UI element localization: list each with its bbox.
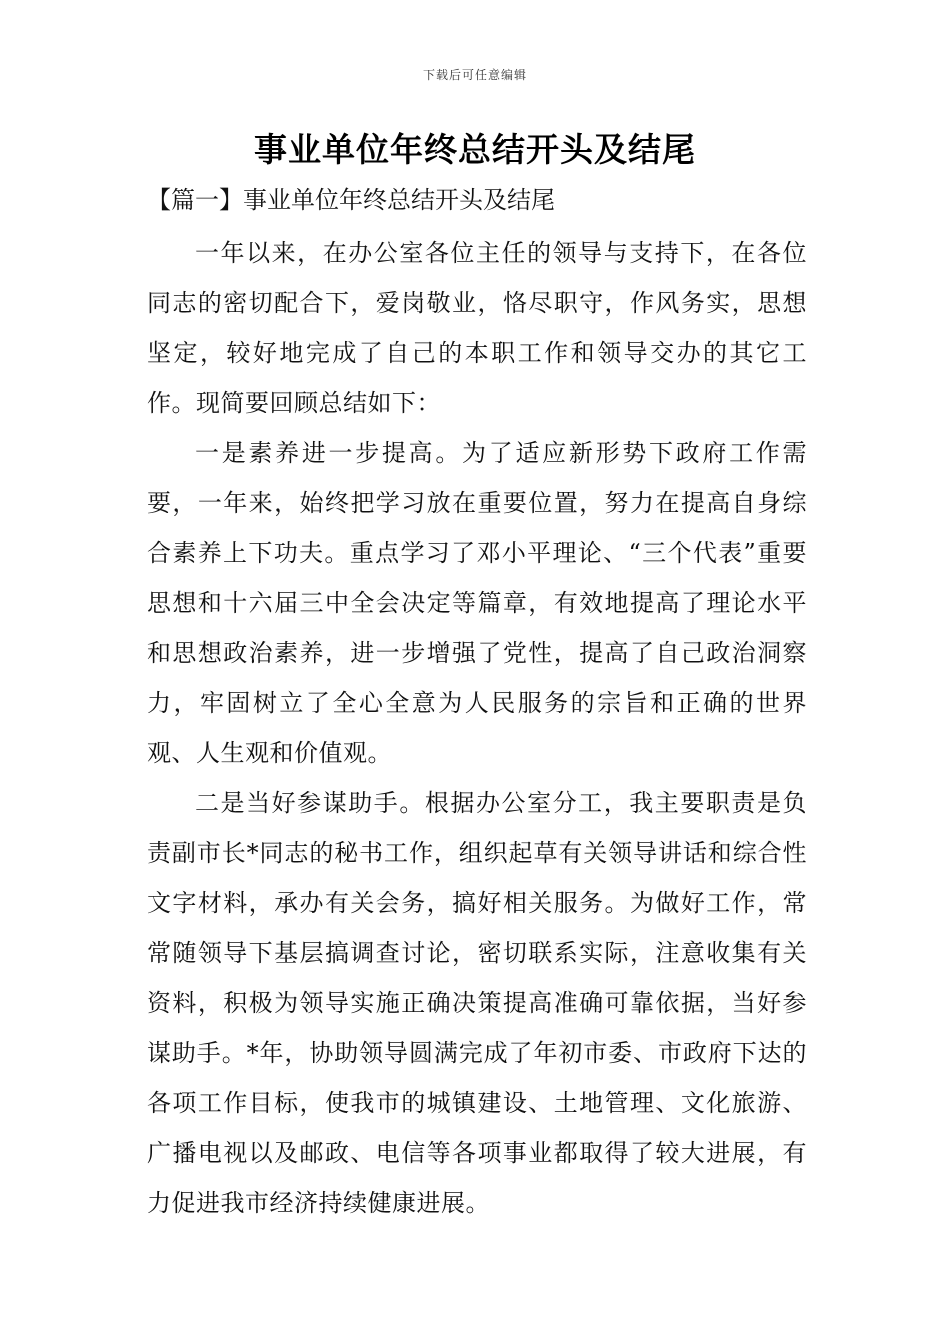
section-heading: 【篇一】事业单位年终总结开头及结尾 bbox=[147, 186, 555, 214]
paragraph-quality: 一是素养进一步提高。为了适应新形势下政府工作需要，一年来，始终把学习放在重要位置，努力在提高自身综合素养上下功夫。重点学习了邓小平理论、“三个代表”重要思想和十六届三中全会决定等篇章，有效地提高了理论水平和思想政治素养，进一步增强了党性，提高了自己政治洞察力，牢固树立了全心全意为人民服务的宗旨和正确的世界观、人生观和价值观。 bbox=[147, 439, 807, 767]
body-text bbox=[147, 228, 807, 1228]
paragraph-intro: 一年以来，在办公室各位主任的领导与支持下，在各位同志的密切配合下，爱岗敬业，恪尽职守，作风务实，思想坚定，较好地完成了自己的本职工作和领导交办的其它工作。现简要回顾总结如下： bbox=[147, 239, 807, 417]
document-title: 事业单位年终总结开头及结尾 bbox=[254, 130, 696, 169]
header-note: 下载后可任意编辑 bbox=[422, 68, 527, 82]
paragraph-assistant: 二是当好参谋助手。根据办公室分工，我主要职责是负责副市长*同志的秘书工作，组织起草有关领导讲话和综合性文字材料，承办有关会务，搞好相关服务。为做好工作，常常随领导下基层搞调查讨论，密切联系实际，注意收集有关资料，积极为领导实施正确决策提高准确可靠依据，当好参谋助手。*年，协助领导圆满完成了年初市委、市政府下达的各项工作目标，使我市的城镇建设、土地管理、文化旅游、广播电视以及邮政、电信等各项事业都取得了较大进展，有力促进我市经济持续健康进展。 bbox=[147, 789, 807, 1217]
